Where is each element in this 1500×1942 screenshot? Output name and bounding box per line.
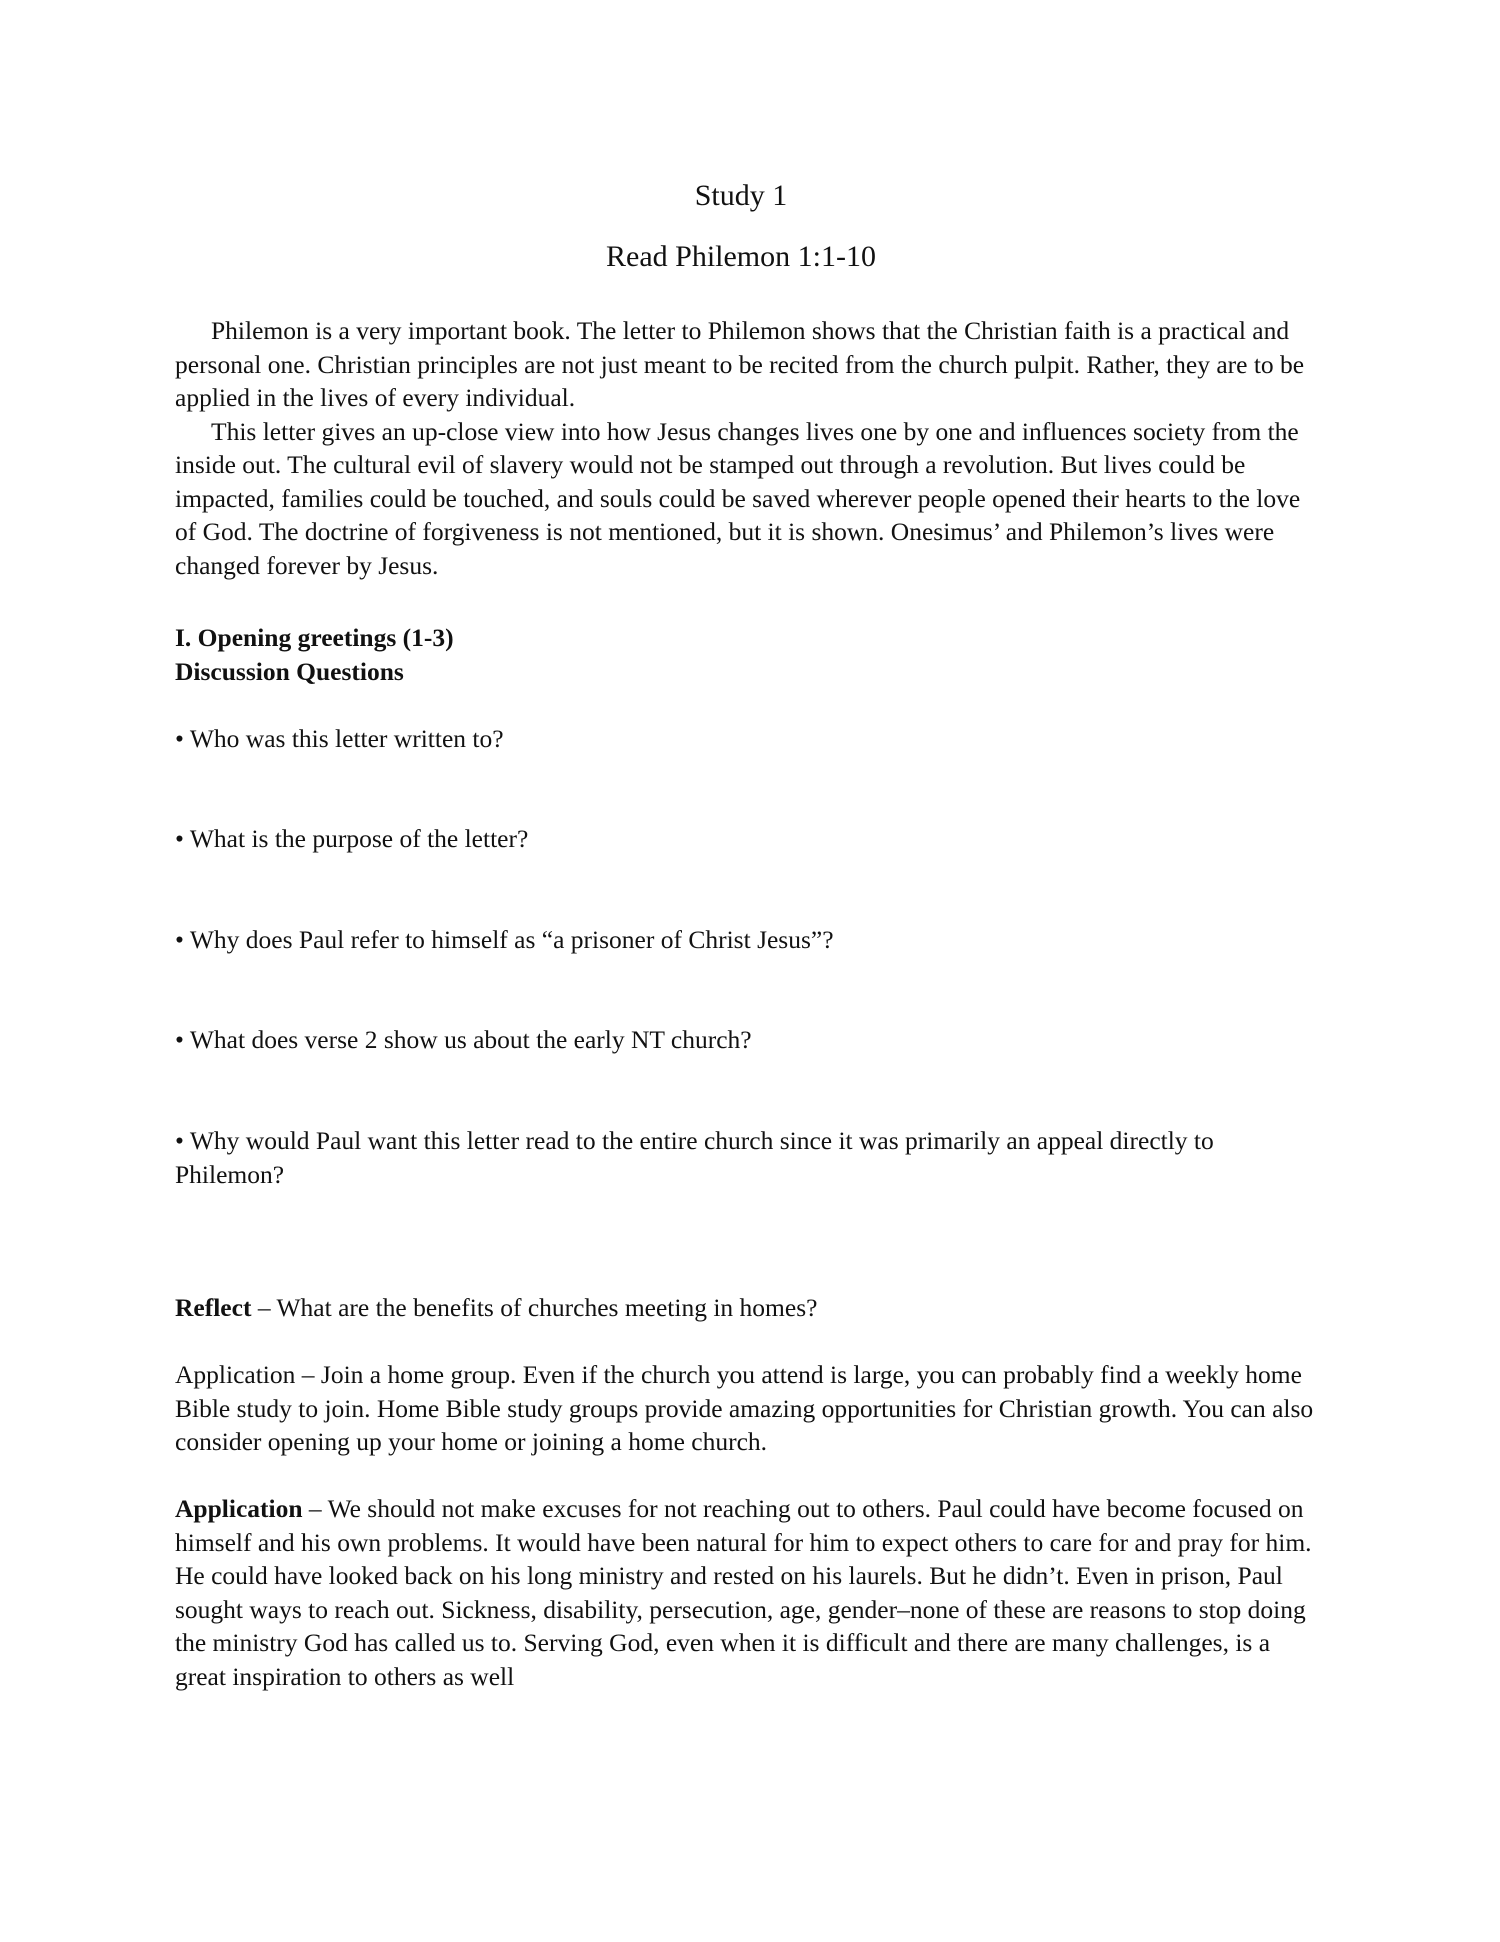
intro-paragraph: Philemon is a very important book. The letter to Philemon shows that the Christian faith is a practical and personal one. Christian principles are not just meant to be recited from the church pulpit. Rather, they are to be applied in the lives of every individual. <box>175 316 1305 412</box>
question: • Why does Paul refer to himself as “a prisoner of Christ Jesus”? <box>175 925 834 954</box>
section-header <box>175 621 1320 688</box>
page-title: Study 1 <box>694 179 788 212</box>
application-label: Application <box>175 1494 303 1523</box>
application-text: – We should not make excuses for not reaching out to others. Paul could have become focused on himself and his own problems. It would have been natural for him to expect others to care for and pray for him. He could have looked back on his long ministry and rested on his laurels. But he didn’t. Even in prison, Paul sought ways to reach out. Sickness, disability, persecution, age, gender–none of these are reasons to stop doing the ministry God has called us to. Serving God, even when it is difficult and there are many challenges, is a great inspiration to others as well <box>175 1494 1312 1691</box>
reflect-label: Reflect <box>175 1293 252 1322</box>
section-subheading: Discussion Questions <box>175 656 404 686</box>
question: • What is the purpose of the letter? <box>175 824 529 853</box>
application-2 <box>175 1492 1320 1693</box>
question: • What does verse 2 show us about the early NT church? <box>175 1025 752 1054</box>
reflect-text: – What are the benefits of churches meeting in homes? <box>251 1293 818 1322</box>
question: • Who was this letter written to? <box>175 724 504 753</box>
application-1: Application – Join a home group. Even if the church you attend is large, you can probably find a weekly home Bible study to join. Home Bible study groups provide amazing opportunities for Christian growth. You can also consider opening up your home or joining a home church. <box>175 1360 1314 1456</box>
intro <box>175 314 1320 582</box>
intro-paragraph: This letter gives an up-close view into how Jesus changes lives one by one and influences society from the inside out. The cultural evil of slavery would not be stamped out through a revolution. But lives could be impacted, families could be touched, and souls could be saved wherever people opened their hearts to the love of God. The doctrine of forgiveness is not mentioned, but it is shown. Onesimus’ and Philemon’s lives were changed forever by Jesus. <box>175 416 1301 580</box>
section-heading: I. Opening greetings (1-3) <box>175 623 454 652</box>
page-subtitle: Read Philemon 1:1-10 <box>606 240 876 273</box>
reflect <box>175 1291 1320 1325</box>
question: • Why would Paul want this letter read to the entire church since it was primarily an appeal directly to Philemon? <box>175 1126 1214 1189</box>
